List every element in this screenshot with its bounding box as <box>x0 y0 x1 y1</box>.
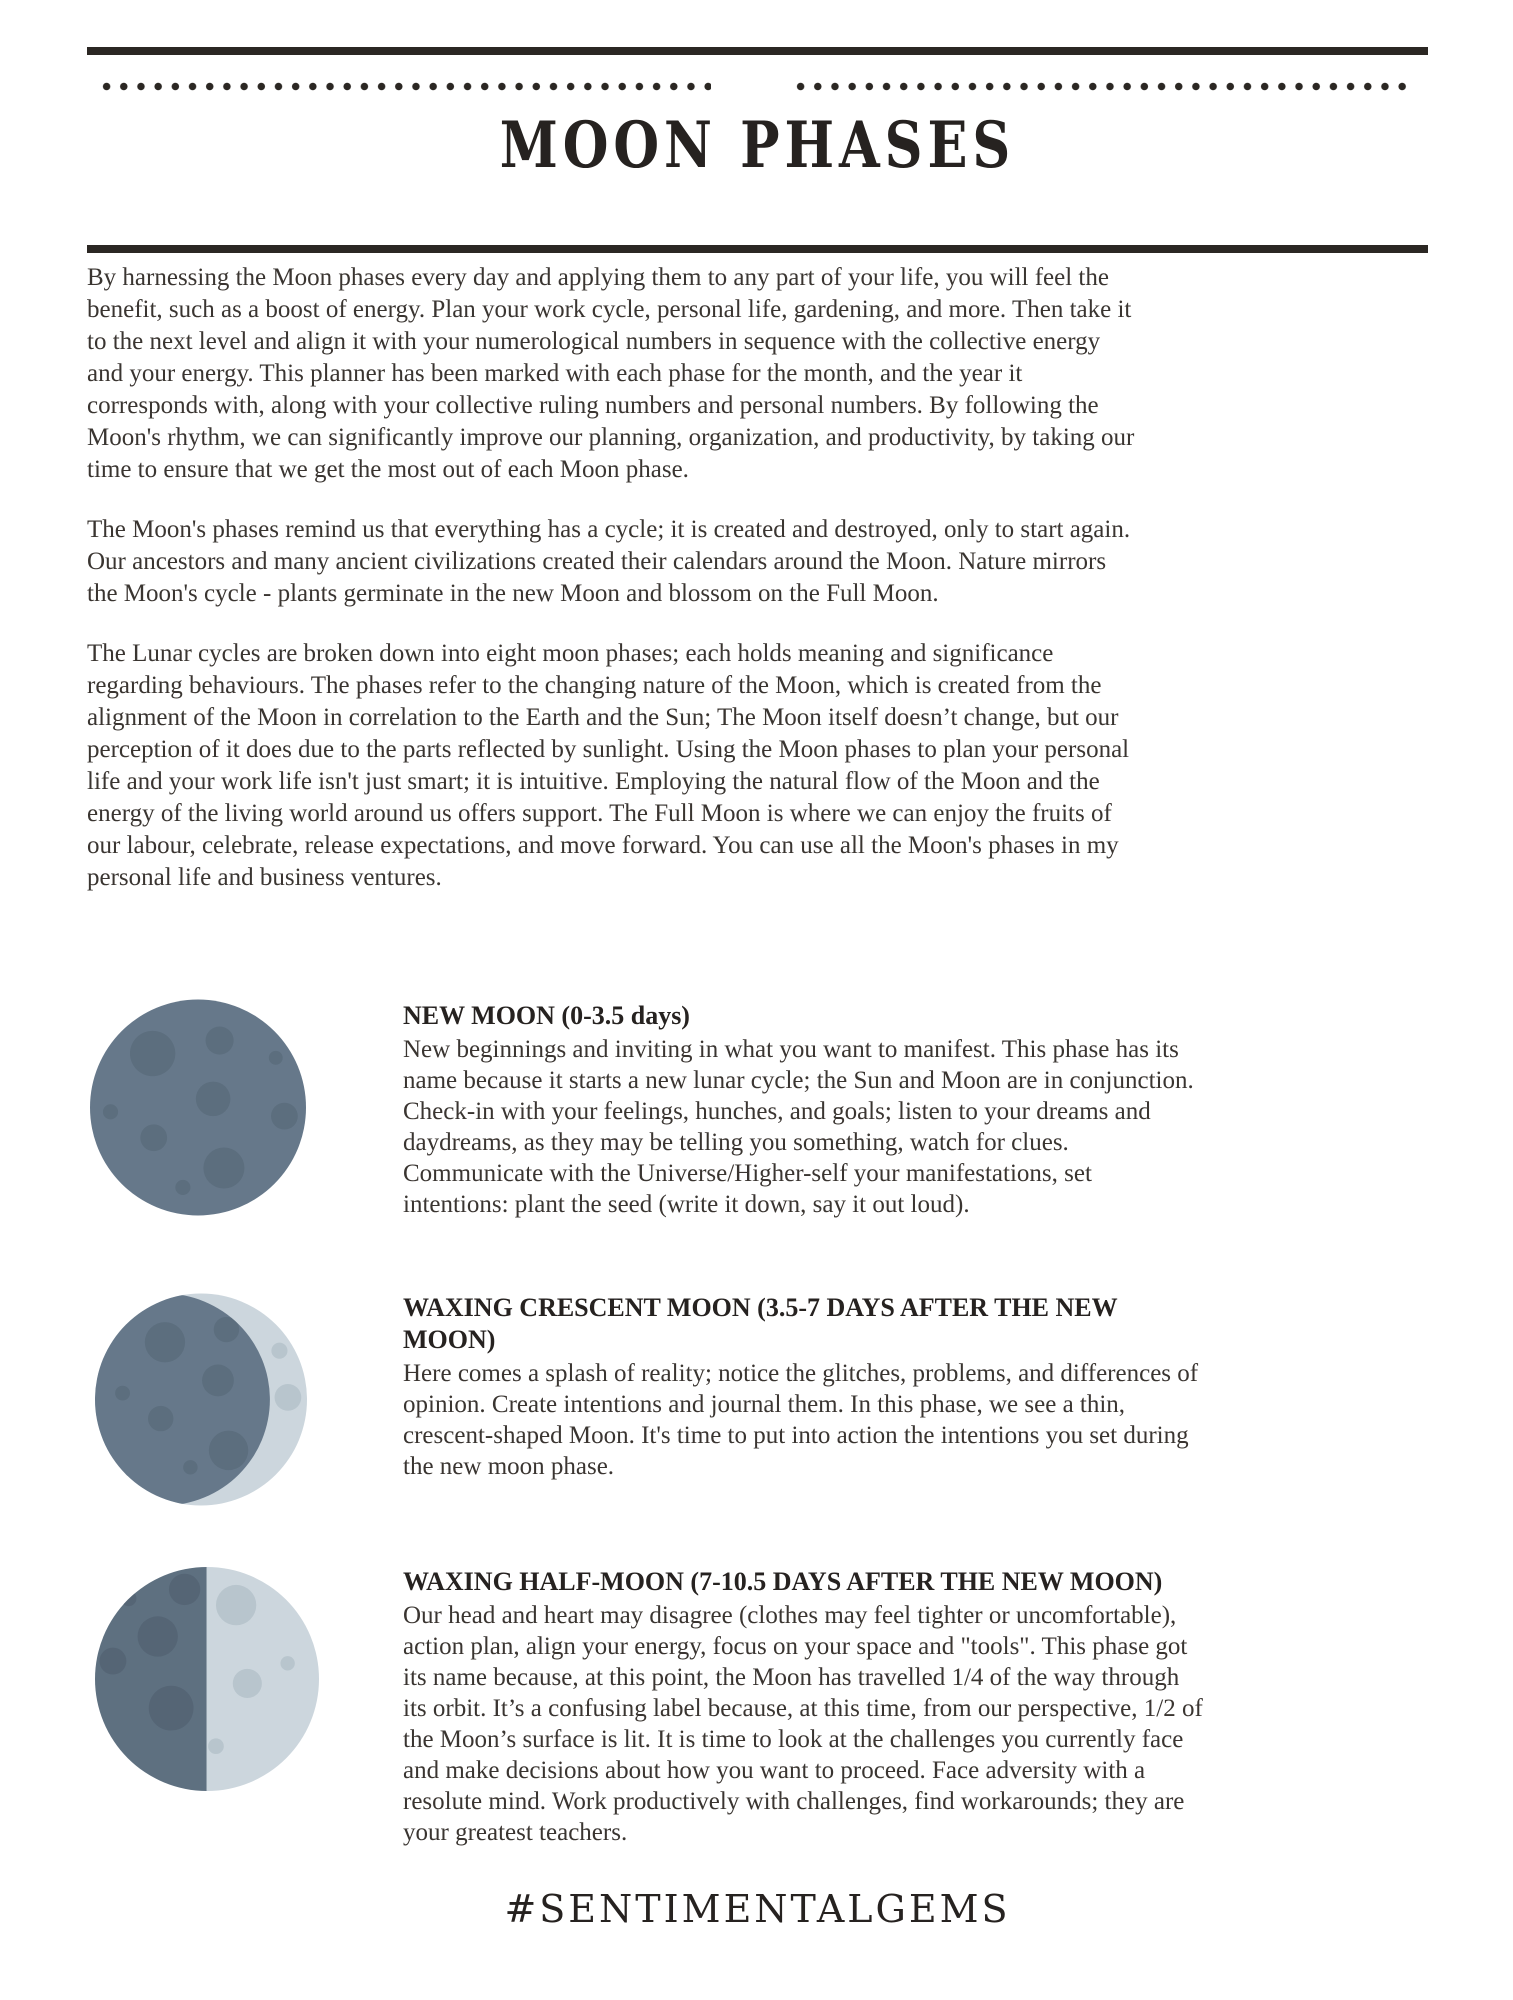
phase-text-block <box>403 1000 1203 1220</box>
hashtag-footer: #SENTIMENTALGEMS <box>504 1887 1011 1931</box>
intro-text <box>87 262 1137 922</box>
phase-heading: NEW MOON (0-3.5 days) <box>403 1001 690 1030</box>
intro-paragraph: The Moon's phases remind us that everything has a cycle; it is created and destroyed, only to start again. Our ancestors and many ancient civilizations created their calendars around the Moon. Nature mirrors the Moon's cycle - plants germinate in the new Moon and blossom on the Full Moon. <box>87 516 1131 607</box>
top-rule <box>87 47 1428 55</box>
phase-text-block <box>403 1566 1203 1848</box>
phase-text-block <box>403 1292 1203 1482</box>
phase-heading: WAXING CRESCENT MOON (3.5-7 DAYS AFTER THE NEW MOON) <box>403 1293 1118 1354</box>
intro-paragraph: The Lunar cycles are broken down into eight moon phases; each holds meaning and significance regarding behaviours. The phases refer to the changing nature of the Moon, which is created from the alignment of the Moon in correlation to the Earth and the Sun; The Moon itself doesn’t change, but our perception of it does due to the parts reflected by sunlight. Using the Moon phases to plan your personal life and your work life isn't just smart; it is intuitive. Employing the natural flow of the Moon and the energy of the living world around us offers support. The Full Moon is where we can enjoy the fruits of our labour, celebrate, release expectations, and move forward. You can use all the Moon's phases in my personal life and business ventures. <box>87 640 1130 891</box>
dotted-divider-right <box>792 81 1409 92</box>
new-moon-icon <box>90 998 306 1217</box>
waxing-crescent-moon-icon <box>95 1292 307 1507</box>
phase-body: New beginnings and inviting in what you want to manifest. This phase has its name because it starts a new lunar cycle; the Sun and Moon are in conjunction. Check-in with your feelings, hunches, and goals; listen to your dreams and daydreams, as they may be telling you something, watch for clues. Communicate with the Universe/Higher-self your manifestations, set intentions: plant the seed (write it down, say it out loud). <box>403 1036 1194 1218</box>
moon-phase-section-waxing-half-moon <box>87 1562 1428 1852</box>
phase-heading: WAXING HALF-MOON (7-10.5 DAYS AFTER THE NEW MOON) <box>403 1567 1163 1596</box>
moon-phase-section-waxing-crescent <box>87 1288 1428 1578</box>
page-title: MOON PHASES <box>499 108 1016 183</box>
phase-body: Here comes a splash of reality; notice the glitches, problems, and differences of opinion. Create intentions and journal them. In this phase, we see a thin, crescent-shaped Moon. It's time to put into action the intentions you set during the new moon phase. <box>403 1360 1199 1480</box>
header-bottom-rule <box>87 245 1428 253</box>
waxing-half-moon-icon <box>95 1566 319 1792</box>
dotted-divider-left <box>98 81 711 92</box>
phase-body: Our head and heart may disagree (clothes may feel tighter or uncomfortable), action plan, align your energy, focus on your space and "tools". This phase got its name because, at this point, the Moon has travelled 1/4 of the way through its orbit. It’s a confusing label because, at this time, from our perspective, 1/2 of the Moon’s surface is lit. It is time to look at the challenges you currently face and make decisions about how you want to proceed. Face adversity with a resolute mind. Work productively with challenges, find workarounds; they are your greatest teachers. <box>403 1602 1203 1846</box>
dotted-divider <box>98 81 1410 92</box>
intro-paragraph: By harnessing the Moon phases every day and applying them to any part of your life, you will feel the benefit, such as a boost of energy. Plan your work cycle, personal life, gardening, and more. Then take it to the next level and align it with your numerological numbers in sequence with the collective energy and your energy. This planner has been marked with each phase for the month, and the year it corresponds with, along with your collective ruling numbers and personal numbers. By following the Moon's rhythm, we can significantly improve our planning, organization, and productivity, by taking our time to ensure that we get the most out of each Moon phase. <box>87 264 1135 483</box>
moon-phase-section-new-moon <box>87 996 1428 1286</box>
